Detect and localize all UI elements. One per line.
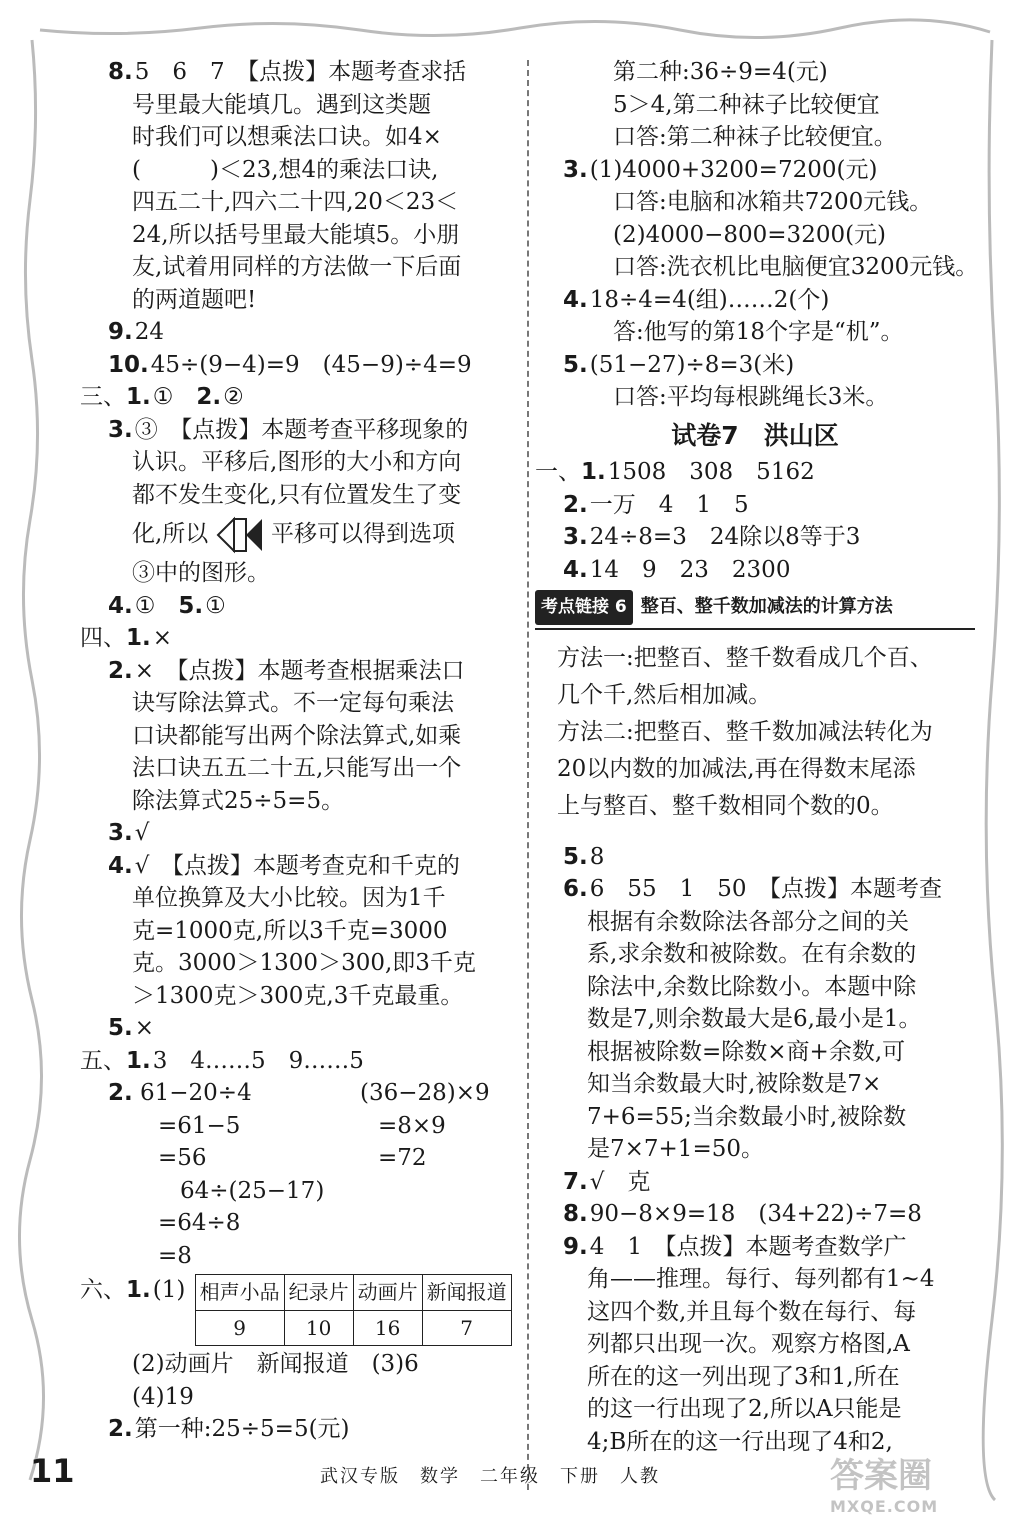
question-7: 7.√ 克 <box>563 1168 651 1195</box>
section-4-question-3: 3.√ <box>108 820 150 846</box>
knowledge-badge: 考点链接 6 <box>535 590 633 625</box>
left-column <box>80 56 520 1446</box>
table-cell: 7 <box>422 1310 511 1346</box>
paper-title: 试卷7 洪山区 <box>671 420 839 450</box>
book-info: 武汉专版 数学 二年级 下册 人教 <box>320 1466 660 1487</box>
question-4: 4.18÷4=4(组)……2(个) 答:他写的第18个字是“机”。 <box>563 286 904 345</box>
text-line: 号里最大能填几。遇到这类题 <box>132 91 431 118</box>
section-5: 五、1.3 4……5 9……5 <box>80 1047 364 1074</box>
watermark-text: 答案圈 <box>830 1456 932 1496</box>
text-line: 24,所以括号里最大能填5。小朋 <box>132 221 460 248</box>
section-3-questions-4-5: 4.① 5.① <box>108 592 226 619</box>
text-line: 时我们可以想乘法口诀。如4× <box>132 124 442 150</box>
table-cell: 9 <box>195 1310 284 1346</box>
text-line: 5 6 7 【点拨】本题考查求括 <box>134 59 467 85</box>
section-5-question-2: 2. 61−20÷4 (36−28)×9 =61−5 =8×9 =56 =72 64÷(25−17) =64÷8 =8 <box>108 1080 490 1269</box>
watermark-logo <box>830 1448 1000 1528</box>
table-cell: 16 <box>353 1310 422 1346</box>
section-6-question-2: 2.第一种:25÷5=5(元) <box>108 1416 350 1442</box>
section-4: 四、1.× <box>80 625 173 651</box>
table-cell: 10 <box>284 1310 353 1346</box>
section-4-question-2: 2.× 【点拨】本题考查根据乘法口 诀写除法算式。不一定每句乘法 口诀都能写出两个除法算式,如乘 法口诀五五二十五,只能写出一个 除法算式25÷5=5。 <box>108 657 465 814</box>
table-header: 动画片 <box>353 1275 422 1311</box>
question-10: 10.45÷(9−4)=9 (45−9)÷4=9 <box>108 351 472 378</box>
section-3: 三、1.① 2.② <box>80 384 244 410</box>
arrow-shape-icon <box>216 515 264 555</box>
question-9: 9.4 1 【点拨】本题考查数学广 角——推理。每行、每列都有1~4 这四个数,并且每个数在每行、每 列都只出现一次。观察方格图,A 所在的这一列出现了3和1,所在 的这一行出现了2,所以A只能是 4;B所在的这一行出现了4和2, <box>563 1233 935 1455</box>
section-1: 一、1.1508 308 5162 2.一万 4 1 5 3.24÷8=3 24除以8等于3 4.14 9 23 2300 <box>535 459 861 583</box>
section-6: 六、1.(1) 相声小品 纪录片 动画片 新闻报道 9 10 16 7 (2)动画片 新闻报道 (3)6 (4)19 <box>80 1274 520 1413</box>
question-8: 8.5 6 7 【点拨】本题考查求括 号里最大能填几。遇到这类题 时我们可以想乘法口诀。如4× ( )＜23,想4的乘法口诀, 四五二十,四六二十四,20＜23＜ 24,所以括号里最大能填5。小朋 友,试着用同样的方法做一下后面 的两道题吧! <box>80 56 520 316</box>
text-line: 的两道题吧! <box>132 286 257 313</box>
table-header: 相声小品 <box>195 1275 284 1311</box>
question-8: 8.90−8×9=18 (34+22)÷7=8 <box>563 1201 922 1227</box>
question-6: 6.6 55 1 50 【点拨】本题考查 根据有余数除法各部分之间的关 系,求余数和被除数。在有余数的 除法中,余数比除数小。本题中除 数是7,则余数最大是6,最小是1。 根据被除数=除数×商+余数,可 知当余数最大时,被除数是7× 7+6=55;当余数最小时,被除数 是7×7+1=50。 <box>563 876 943 1162</box>
text-line: 友,试着用同样的方法做一下后面 <box>132 254 462 280</box>
continued-answer: 第二种:36÷9=4(元) 5＞4,第二种袜子比较便宜 口答:第二种袜子比较便宜。 <box>613 59 897 150</box>
knowledge-link-box: 考点链接 6 整百、整千数加减法的计算方法 方法一:把整百、整千数看成几个百、 几个千,然后相加减。 方法二:把整百、整千数加减法转化为 20以内数的加减法,再在得数末尾添 上与整百、整千数相同个数的0。 <box>535 590 975 825</box>
column-divider <box>527 60 529 1490</box>
section-3-question-3: 3.③ 【点拨】本题考查平移现象的 认识。平移后,图形的大小和方向 都不发生变化,只有位置发生了变 化,所以 平移可以得到选项 ③中的图形。 <box>108 416 469 586</box>
page-number: 11 <box>30 1452 75 1490</box>
knowledge-title: 整百、整千数加减法的计算方法 <box>640 596 893 617</box>
question-5b: 5.8 <box>563 843 605 870</box>
section-4-question-4: 4.√ 【点拨】本题考查克和千克的 单位换算及大小比较。因为1千 克=1000克,所以3千克=3000 克。3000＞1300＞300,即3千克 ＞1300克＞300克,3千克最重。 <box>108 852 476 1009</box>
table-header: 纪录片 <box>284 1275 353 1311</box>
tv-program-table <box>195 1274 512 1346</box>
table-header: 新闻报道 <box>422 1275 511 1311</box>
text-line: 四五二十,四六二十四,20＜23＜ <box>132 189 459 215</box>
text-line: ( )＜23,想4的乘法口诀, <box>132 156 439 183</box>
question-3: 3.(1)4000+3200=7200(元) 口答:电脑和冰箱共7200元钱。 (2)4000−800=3200(元) 口答:洗衣机比电脑便宜3200元钱。 <box>563 156 979 280</box>
question-9: 9.24 <box>108 319 165 345</box>
right-column <box>535 56 979 1458</box>
section-4-question-5: 5.× <box>108 1015 155 1041</box>
watermark-url: MXQE.COM <box>830 1497 939 1516</box>
question-5: 5.(51−27)÷8=3(米) 口答:平均每根跳绳长3米。 <box>563 351 889 410</box>
